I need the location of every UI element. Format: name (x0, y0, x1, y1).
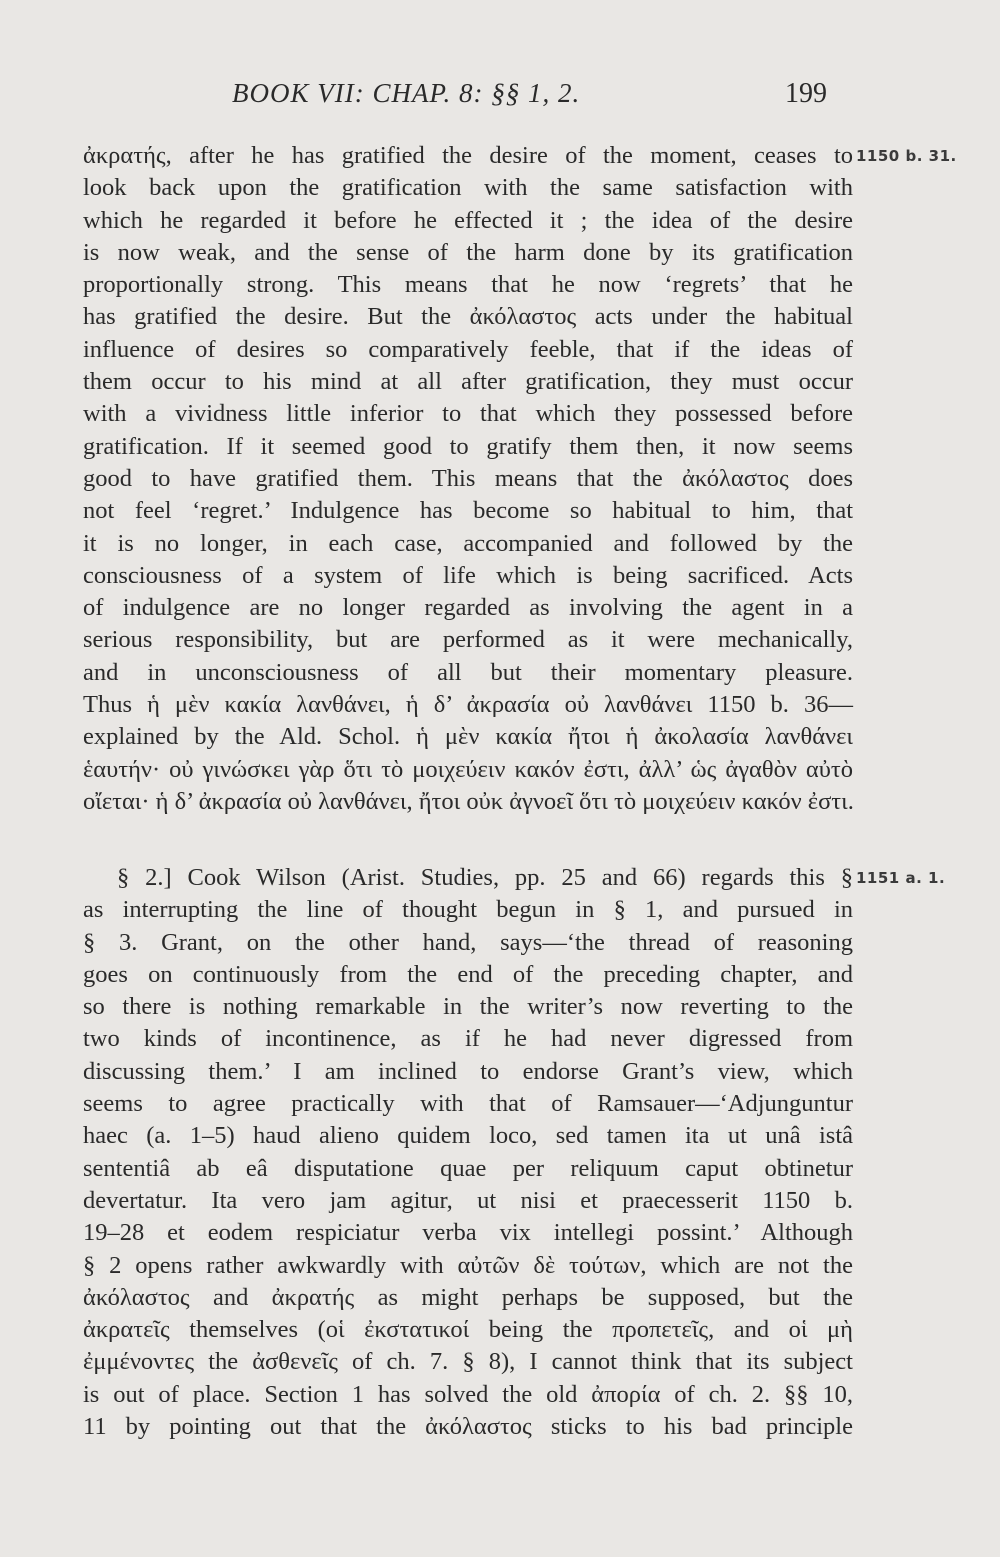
text-line: § 3. Grant, on the other hand, says—‘the thread of reasoning (83, 928, 853, 956)
text-line: discussing them.’ I am inclined to endorse Grant’s view, which (83, 1057, 853, 1085)
text-line: 11 by pointing out that the ἀκόλαστος sticks to his bad principle (83, 1413, 853, 1441)
text-line: ἐμμένοντες the ἀσθενεῖς of ch. 7. § 8), I cannot think that its subject (83, 1348, 853, 1376)
text-line: ἀκόλαστος and ἀκρατής as might perhaps be supposed, but the (83, 1283, 853, 1311)
text-line: sententiâ ab eâ disputatione quae per reliquum caput obtinetur (83, 1154, 853, 1182)
text-line: not feel ‘regret.’ Indulgence has become so habitual to him, that (83, 497, 853, 525)
text-line: explained by the Ald. Schol. ἡ μὲν κακία ἤτοι ἡ ἀκολασία λανθάνει (83, 723, 853, 751)
margin-reference: 1151 a. 1. (856, 869, 946, 887)
page-header (0, 78, 1000, 118)
text-line: good to have gratified them. This means that the ἀκόλαστος does (83, 464, 853, 492)
text-line: 19–28 et eodem respiciatur verba vix intellegi possint.’ Although (83, 1219, 853, 1247)
paragraph-2 (83, 862, 946, 1443)
text-line: serious responsibility, but are performed as it were mechanically, (83, 626, 853, 654)
text-line: seems to agree practically with that of Ramsauer—‘Adjunguntur (83, 1090, 853, 1118)
text-line: so there is nothing remarkable in the writer’s now reverting to the (83, 993, 853, 1021)
text-line: ἑαυτήν· οὐ γινώσκει γὰρ ὅτι τὸ μοιχεύειν κακόν ἐστι, ἀλλ’ ὡς ἀγαθὸν αὐτὸ (83, 755, 853, 783)
text-line: haec (a. 1–5) haud alieno quidem loco, sed tamen ita ut unâ istâ (83, 1122, 853, 1150)
text-line: which he regarded it before he effected it ; the idea of the desire (83, 206, 853, 234)
text-line: § 2.] Cook Wilson (Arist. Studies, pp. 25 and 66) regards this § 1151 a. 1. (83, 862, 853, 894)
text-line: ἀκρατής, after he has gratified the desire of the moment, ceases to 1150 b. 31. (83, 140, 853, 172)
margin-reference: 1150 b. 31. (856, 147, 957, 165)
running-title: BOOK VII: CHAP. 8: §§ 1, 2. (232, 78, 581, 108)
text-line: is now weak, and the sense of the harm done by its gratification (83, 238, 853, 266)
text-line: as interrupting the line of thought begun in § 1, and pursued in (83, 896, 853, 924)
text-line: οἴεται· ἡ δ’ ἀκρασία οὐ λανθάνει, ἤτοι οὐκ ἀγνοεῖ ὅτι τὸ μοιχεύειν κακόν ἐστι. (83, 787, 854, 815)
text-line: of indulgence are no longer regarded as involving the agent in a (83, 594, 853, 622)
page-number: 199 (785, 78, 827, 109)
text-line: influence of desires so comparatively feeble, that if the ideas of (83, 335, 853, 363)
text-line: ἀκρατεῖς themselves (οἱ ἐκστατικοί being the προπετεῖς, and οἱ μὴ (83, 1316, 853, 1344)
text-line: two kinds of incontinence, as if he had never digressed from (83, 1025, 853, 1053)
text-line: has gratified the desire. But the ἀκόλαστος acts under the habitual (83, 303, 853, 331)
text-line: § 2 opens rather awkwardly with αὐτῶν δὲ τούτων, which are not the (83, 1251, 853, 1279)
text-line: look back upon the gratification with the same satisfaction with (83, 174, 853, 202)
text-line: goes on continuously from the end of the preceding chapter, and (83, 960, 853, 988)
text-line: with a vividness little inferior to that which they possessed before (83, 400, 853, 428)
text-line: is out of place. Section 1 has solved the old ἀπορία of ch. 2. §§ 10, (83, 1380, 853, 1408)
text-line: and in unconsciousness of all but their momentary pleasure. (83, 658, 853, 686)
paragraph-1 (83, 140, 957, 818)
text-line: Thus ἡ μὲν κακία λανθάνει, ἡ δ’ ἀκρασία οὐ λανθάνει 1150 b. 36— (83, 691, 853, 719)
text-line: them occur to his mind at all after gratification, they must occur (83, 368, 853, 396)
text-line: it is no longer, in each case, accompanied and followed by the (83, 529, 853, 557)
text-line: gratification. If it seemed good to gratify them then, it now seems (83, 432, 853, 460)
text-line: proportionally strong. This means that he now ‘regrets’ that he (83, 271, 853, 299)
text-line: consciousness of a system of life which is being sacrificed. Acts (83, 561, 853, 589)
text-line: devertatur. Ita vero jam agitur, ut nisi et praecesserit 1150 b. (83, 1186, 853, 1214)
